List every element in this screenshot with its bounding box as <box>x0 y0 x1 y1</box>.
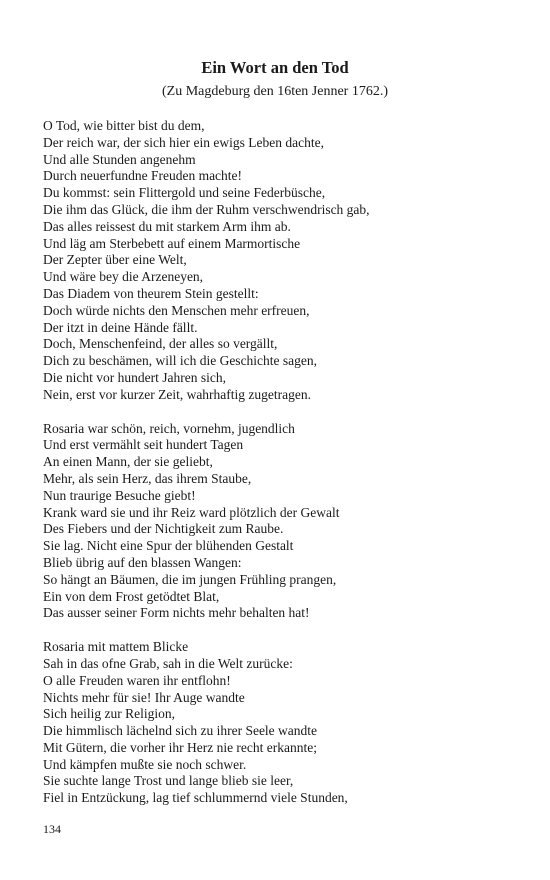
poem-line: Durch neuerfundne Freuden machte! <box>43 168 243 184</box>
poem-line: Die nicht vor hundert Jahren sich, <box>43 369 226 385</box>
poem-line: Mit Gütern, die vorher ihr Herz nie recht erkannte; <box>43 739 318 755</box>
poem-line: An einen Mann, der sie geliebt, <box>43 454 213 470</box>
poem-line: Dich zu beschämen, will ich die Geschichte sagen, <box>43 353 318 369</box>
poem-line: Rosaria mit mattem Blicke <box>43 639 189 655</box>
poem-line: Das Diadem von theurem Stein gestellt: <box>43 285 259 301</box>
poem-line: O alle Freuden waren ihr entflohn! <box>43 672 231 688</box>
poem-line: O Tod, wie bitter bist du dem, <box>43 118 205 133</box>
poem-line: Und wäre bey die Arzeneyen, <box>43 269 204 285</box>
poem-line: Die ihm das Glück, die ihm der Ruhm verschwendrisch gab, <box>43 201 370 217</box>
poem-line: Du kommst: sein Flittergold und seine Federbüsche, <box>43 185 326 201</box>
poem-line: Sie lag. Nicht eine Spur der blühenden Gestalt <box>43 538 294 554</box>
poem-stanza <box>43 421 533 623</box>
poem-line: Sie suchte lange Trost und lange blieb sie leer, <box>43 773 294 789</box>
poem-title: Ein Wort an den Tod <box>201 58 349 77</box>
poem-line: Ein von dem Frost getödtet Blat, <box>43 588 220 604</box>
poem-line: Nun traurige Besuche giebt! <box>43 487 196 503</box>
poem-line: Die himmlisch lächelnd sich zu ihrer Seele wandte <box>43 723 318 739</box>
poem-line: Blieb übrig auf den blassen Wangen: <box>43 554 242 570</box>
poem-line: Sich heilig zur Religion, <box>43 706 175 722</box>
poem-line: Der itzt in deine Hände fällt. <box>43 319 198 335</box>
poem-line: Der reich war, der sich hier ein ewigs Leben dachte, <box>43 134 324 150</box>
poem-line: Des Fiebers und der Nichtigkeit zum Raube. <box>43 521 284 537</box>
poem-line: Und läg am Sterbebett auf einem Marmortische <box>43 235 301 251</box>
poem-line: Das ausser seiner Form nichts mehr behalten hat! <box>43 605 310 621</box>
poem-subtitle: (Zu Magdeburg den 16ten Jenner 1762.) <box>161 84 389 99</box>
poem-line: Rosaria war schön, reich, vornehm, jugendlich <box>43 420 295 436</box>
poem-line: Der Zepter über eine Welt, <box>43 252 187 268</box>
poem-line: Sah in das ofne Grab, sah in die Welt zurücke: <box>43 655 293 671</box>
poem-line: Und alle Stunden angenehm <box>43 151 196 167</box>
poem-line: Fiel in Entzückung, lag tief schlummernd viele Stunden, <box>43 790 348 806</box>
poem-line: Doch, Menschenfeind, der alles so vergällt, <box>43 336 278 352</box>
poem-line: Und erst vermählt seit hundert Tagen <box>43 437 244 453</box>
poem-line: So hängt an Bäumen, die im jungen Frühling prangen, <box>43 571 337 587</box>
poem-line: Das alles reissest du mit starkem Arm ihm ab. <box>43 218 291 234</box>
poem-line: Doch würde nichts den Menschen mehr erfreuen, <box>43 302 310 318</box>
poem-line: Und kämpfen mußte sie noch schwer. <box>43 756 247 772</box>
poem-line: Krank ward sie und ihr Reiz ward plötzlich der Gewalt <box>43 504 340 520</box>
poem-line: Mehr, als sein Herz, das ihrem Staube, <box>43 470 252 486</box>
poem-stanza <box>43 118 533 404</box>
poem-line: Nichts mehr für sie! Ihr Auge wandte <box>43 689 245 705</box>
poem-line: Nein, erst vor kurzer Zeit, wahrhaftig zugetragen. <box>43 386 312 402</box>
page-number: 134 <box>43 822 61 836</box>
poem-body <box>43 118 533 824</box>
poem-stanza <box>43 639 533 807</box>
